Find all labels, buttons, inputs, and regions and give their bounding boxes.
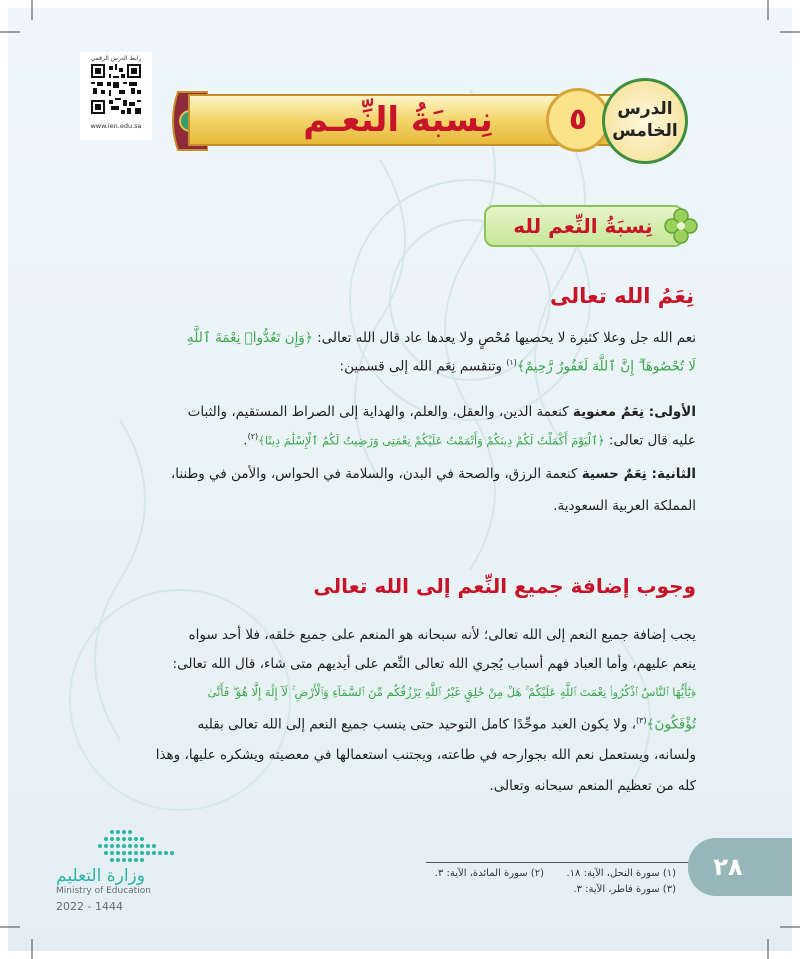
ministry-name-arabic: وزارة التعليم <box>56 866 145 886</box>
para1-line1-text: نعم الله جل وعلا كثيرة لا يحصيها مُحْصٍ ولا يعدها عاد قال الله تعالى: <box>312 330 696 346</box>
second-type-label: الثانية: نِعَمٌ حسية <box>581 466 696 482</box>
footnote-ref-3: (٣) <box>636 716 647 725</box>
para1-line2-quran: لَا تُحْصُوهَآ ۗ إِنَّ ٱللَّهَ لَغَفُورٌ رَّحِيمٌ﴾ <box>516 358 696 375</box>
para1-line1 <box>187 330 696 346</box>
first-type-quran: ﴿ٱلْيَوْمَ أَكْمَلْتُ لَكُمْ دِينَكُمْ وَأَتْمَمْتُ عَلَيْكُمْ نِعْمَتِى وَرَضِيتُ لَكُمُ ٱلْإِسْلَٰمَ دِينًا﴾ <box>258 433 605 448</box>
footnote-3: (٣) سورة فاطر، الآية: ٣. <box>573 884 676 895</box>
para2-line4-quran: تُؤْفَكُونَ﴾ <box>646 716 696 733</box>
first-type-line2-text: عليه قال تعالى: <box>604 432 696 449</box>
qr-code-box[interactable] <box>80 52 152 140</box>
lesson-label-line2: الخامس <box>612 121 678 141</box>
first-type-text: كنعمة الدين، والعقل، والعلم، والهداية إلى الصراط المستقيم، والثبات <box>187 404 573 420</box>
footnote-1: (١) سورة النحل، الآية: ١٨. <box>566 868 676 879</box>
heading-blessings: نِعَمُ الله تعالى <box>550 284 694 308</box>
second-type-line2: المملكة العربية السعودية. <box>553 498 696 514</box>
para2-line3-quran: ﴿يَٰٓأَيُّهَا ٱلنَّاسُ ٱذْكُرُوا۟ نِعْمَتَ ٱللَّهِ عَلَيْكُمْ ۚ هَلْ مِنْ خَٰلِقٍ غَيْرُ ٱللَّهِ يَرْزُقُكُم مِّنَ ٱلسَّمَآءِ وَٱلْأَرْضِ ۚ لَآ إِلَٰهَ إِلَّا هُوَ ۖ فَأَنَّىٰ <box>207 685 696 699</box>
lesson-number: ٥ <box>546 88 610 152</box>
ministry-logo-icon <box>92 826 202 864</box>
ministry-name-english: Ministry of Education <box>56 886 151 896</box>
para2-line6: كله من تعظيم المنعم سبحانه وتعالى. <box>489 778 696 794</box>
section-tag <box>484 205 684 247</box>
heading-attribution: وجوب إضافة جميع النِّعم إلى الله تعالى <box>313 574 696 598</box>
qr-title: رابط الدرس الرقمي <box>90 55 142 62</box>
para2-line1: يجب إضافة جميع النعم إلى الله تعالى؛ لأنه سبحانه هو المنعم على جميع خلقه، فلا أحد سواه <box>188 627 696 643</box>
para2-line5: ولسانه، ويستعمل نعم الله بجوارحه في طاعته، ويجتنب استعمالها في معصيته ويشكره عليها، وهذا <box>155 747 696 763</box>
first-type-line1 <box>188 404 696 420</box>
lesson-label-line1: الدرس <box>617 99 673 119</box>
second-type-text: كنعمة الرزق، والصحة في البدن، والسلامة في الحواس، والأمن في وطننا، <box>170 466 582 482</box>
para1-line2 <box>340 358 696 375</box>
page-number: ٢٨ <box>713 853 743 881</box>
ministry-year: 2022 - 1444 <box>56 900 123 913</box>
first-type-end: . <box>243 432 248 449</box>
para2-line2: ينعم عليهم، وأما العباد فهم أسباب يُجري الله تعالى النِّعم على أيديهم متى شاء، قال الله تعالى: <box>172 656 696 672</box>
footnote-divider <box>426 862 696 863</box>
para2-line4-text: ، ولا يكون العبد موحِّدًا كامل التوحيد حتى ينسب جميع النعم إلى الله تعالى بقلبه <box>197 716 636 733</box>
qr-url[interactable]: www.ien.edu.sa <box>90 122 142 130</box>
para1-line1-quran: ﴿وَإِن تَعُدُّوا۟ نِعْمَةَ ٱللَّهِ <box>187 330 313 346</box>
second-type-line1 <box>171 466 696 482</box>
page-number-tab <box>688 838 792 896</box>
footnote-ref-2: (٢) <box>247 432 259 441</box>
lesson-banner <box>168 80 708 162</box>
para1-line2-text: وتنقسم نِعَم الله إلى قسمين: <box>339 358 507 375</box>
qr-code-icon[interactable] <box>91 64 141 114</box>
lesson-title: نِسبَةُ النِّعـم <box>303 100 493 140</box>
flower-ornament-icon <box>664 208 698 244</box>
footnote-ref-1: (١) <box>506 358 517 367</box>
first-type-line2 <box>243 432 696 449</box>
lesson-badge <box>602 78 688 164</box>
para2-line4 <box>197 716 696 733</box>
first-type-label: الأولى: نِعَمٌ معنوية <box>572 404 696 420</box>
section-tag-text: نِسبَةُ النِّعم لله <box>513 214 653 238</box>
footnote-2: (٢) سورة المائدة، الآية: ٣. <box>434 868 544 879</box>
